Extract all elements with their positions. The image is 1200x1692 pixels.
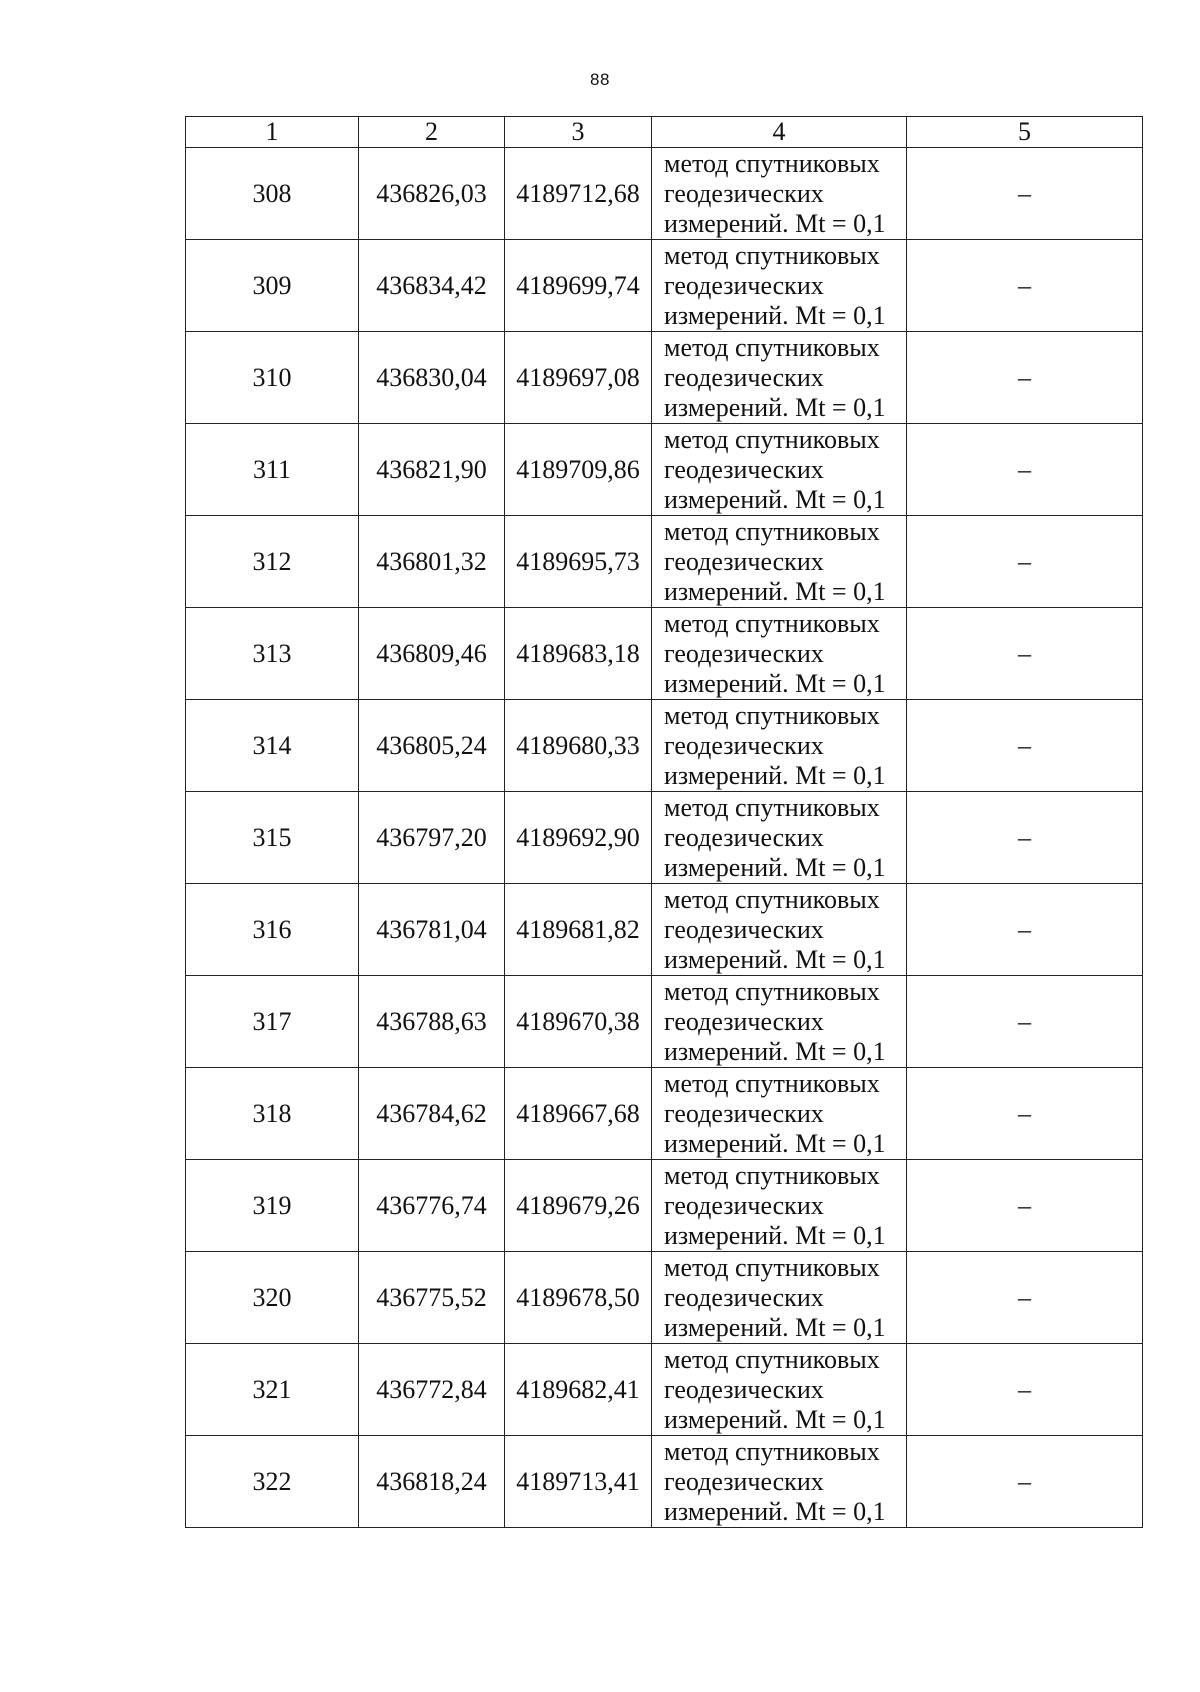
table-row [186,1160,1143,1252]
method-text-line: метод спутниковых [664,1068,880,1098]
method-text-line: измерений. Mt = 0,1 [664,392,886,422]
method-cell [652,884,907,976]
method-cell [652,976,907,1068]
coordinate-x-cell: 436834,42 [359,240,505,332]
coordinate-y-cell: 4189667,68 [505,1068,652,1160]
point-number-cell: 319 [186,1160,359,1252]
coordinate-x-cell: 436784,62 [359,1068,505,1160]
method-text-line: метод спутниковых [664,1252,880,1282]
point-number-cell: 314 [186,700,359,792]
method-text-line: геодезических [664,914,824,944]
method-text-line: геодезических [664,362,824,392]
coordinate-y-cell: 4189681,82 [505,884,652,976]
column-header-5: 5 [907,117,1143,148]
method-text-line: измерений. Mt = 0,1 [664,1312,886,1342]
point-number-cell: 317 [186,976,359,1068]
note-cell: – [907,608,1143,700]
method-text-line: геодезических [664,1374,824,1404]
column-header-3: 3 [505,117,652,148]
note-cell: – [907,792,1143,884]
method-text-line: геодезических [664,1006,824,1036]
method-cell [652,792,907,884]
method-text-line: измерений. Mt = 0,1 [664,1496,886,1526]
method-text-line: геодезических [664,546,824,576]
coordinate-y-cell: 4189678,50 [505,1252,652,1344]
table-row [186,1252,1143,1344]
method-text-line: геодезических [664,1190,824,1220]
note-cell: – [907,884,1143,976]
table-row [186,332,1143,424]
table-header-row [186,117,1143,148]
table-body [186,148,1143,1528]
method-text-line: метод спутниковых [664,700,880,730]
table-row [186,148,1143,240]
note-cell: – [907,424,1143,516]
method-cell [652,516,907,608]
method-text-line: метод спутниковых [664,332,880,362]
note-cell: – [907,1160,1143,1252]
method-text-line: метод спутниковых [664,608,880,638]
coordinate-y-cell: 4189712,68 [505,148,652,240]
point-number-cell: 312 [186,516,359,608]
table-row [186,240,1143,332]
note-cell: – [907,976,1143,1068]
coordinate-y-cell: 4189713,41 [505,1436,652,1528]
method-text-line: геодезических [664,822,824,852]
method-text-line: метод спутниковых [664,516,880,546]
note-cell: – [907,700,1143,792]
note-cell: – [907,516,1143,608]
point-number-cell: 320 [186,1252,359,1344]
coordinate-x-cell: 436830,04 [359,332,505,424]
point-number-cell: 313 [186,608,359,700]
coordinate-y-cell: 4189670,38 [505,976,652,1068]
coordinate-y-cell: 4189679,26 [505,1160,652,1252]
method-text-line: геодезических [664,638,824,668]
coordinate-y-cell: 4189709,86 [505,424,652,516]
note-cell: – [907,1436,1143,1528]
method-cell [652,1068,907,1160]
table-row [186,424,1143,516]
coordinate-x-cell: 436809,46 [359,608,505,700]
coordinate-y-cell: 4189680,33 [505,700,652,792]
method-text-line: измерений. Mt = 0,1 [664,1128,886,1158]
method-cell [652,1344,907,1436]
method-text-line: измерений. Mt = 0,1 [664,576,886,606]
method-text-line: геодезических [664,454,824,484]
page-number: 88 [590,70,610,89]
method-text-line: измерений. Mt = 0,1 [664,1404,886,1434]
method-text-line: геодезических [664,1098,824,1128]
coordinate-x-cell: 436781,04 [359,884,505,976]
coordinate-y-cell: 4189683,18 [505,608,652,700]
method-text-line: геодезических [664,1282,824,1312]
point-number-cell: 322 [186,1436,359,1528]
column-header-1: 1 [186,117,359,148]
point-number-cell: 308 [186,148,359,240]
method-text-line: измерений. Mt = 0,1 [664,1036,886,1066]
point-number-cell: 315 [186,792,359,884]
table-row [186,1436,1143,1528]
table-row [186,1068,1143,1160]
coordinate-x-cell: 436772,84 [359,1344,505,1436]
coordinate-y-cell: 4189697,08 [505,332,652,424]
table-row [186,976,1143,1068]
coordinate-x-cell: 436788,63 [359,976,505,1068]
coordinate-y-cell: 4189692,90 [505,792,652,884]
method-text-line: измерений. Mt = 0,1 [664,852,886,882]
coordinate-x-cell: 436805,24 [359,700,505,792]
coordinate-x-cell: 436776,74 [359,1160,505,1252]
coordinates-table [185,116,1143,1528]
note-cell: – [907,332,1143,424]
table-row [186,700,1143,792]
method-text-line: метод спутниковых [664,148,880,178]
method-text-line: метод спутниковых [664,424,880,454]
method-text-line: измерений. Mt = 0,1 [664,760,886,790]
note-cell: – [907,1344,1143,1436]
point-number-cell: 318 [186,1068,359,1160]
method-text-line: метод спутниковых [664,884,880,914]
column-header-2: 2 [359,117,505,148]
method-text-line: метод спутниковых [664,976,880,1006]
method-text-line: геодезических [664,730,824,760]
method-text-line: геодезических [664,270,824,300]
point-number-cell: 309 [186,240,359,332]
coordinate-x-cell: 436775,52 [359,1252,505,1344]
method-cell [652,1160,907,1252]
method-cell [652,240,907,332]
method-cell [652,424,907,516]
coordinate-x-cell: 436797,20 [359,792,505,884]
note-cell: – [907,1068,1143,1160]
point-number-cell: 321 [186,1344,359,1436]
method-cell [652,148,907,240]
table-row [186,792,1143,884]
coordinate-x-cell: 436826,03 [359,148,505,240]
method-text-line: метод спутниковых [664,1436,880,1466]
point-number-cell: 310 [186,332,359,424]
coordinate-y-cell: 4189695,73 [505,516,652,608]
method-text-line: геодезических [664,178,824,208]
method-text-line: измерений. Mt = 0,1 [664,300,886,330]
method-cell [652,608,907,700]
coordinate-y-cell: 4189682,41 [505,1344,652,1436]
method-text-line: геодезических [664,1466,824,1496]
note-cell: – [907,1252,1143,1344]
method-text-line: измерений. Mt = 0,1 [664,484,886,514]
method-cell [652,700,907,792]
method-text-line: измерений. Mt = 0,1 [664,208,886,238]
point-number-cell: 316 [186,884,359,976]
method-text-line: измерений. Mt = 0,1 [664,668,886,698]
method-cell [652,332,907,424]
method-cell [652,1436,907,1528]
method-text-line: метод спутниковых [664,240,880,270]
column-header-4: 4 [652,117,907,148]
coordinate-y-cell: 4189699,74 [505,240,652,332]
method-text-line: метод спутниковых [664,1160,880,1190]
method-text-line: метод спутниковых [664,1344,880,1374]
table-row [186,608,1143,700]
table-row [186,1344,1143,1436]
coordinate-x-cell: 436821,90 [359,424,505,516]
point-number-cell: 311 [186,424,359,516]
method-text-line: измерений. Mt = 0,1 [664,944,886,974]
note-cell: – [907,240,1143,332]
method-text-line: измерений. Mt = 0,1 [664,1220,886,1250]
method-cell [652,1252,907,1344]
method-text-line: метод спутниковых [664,792,880,822]
coordinate-x-cell: 436818,24 [359,1436,505,1528]
coordinate-x-cell: 436801,32 [359,516,505,608]
table-row [186,516,1143,608]
table-row [186,884,1143,976]
note-cell: – [907,148,1143,240]
